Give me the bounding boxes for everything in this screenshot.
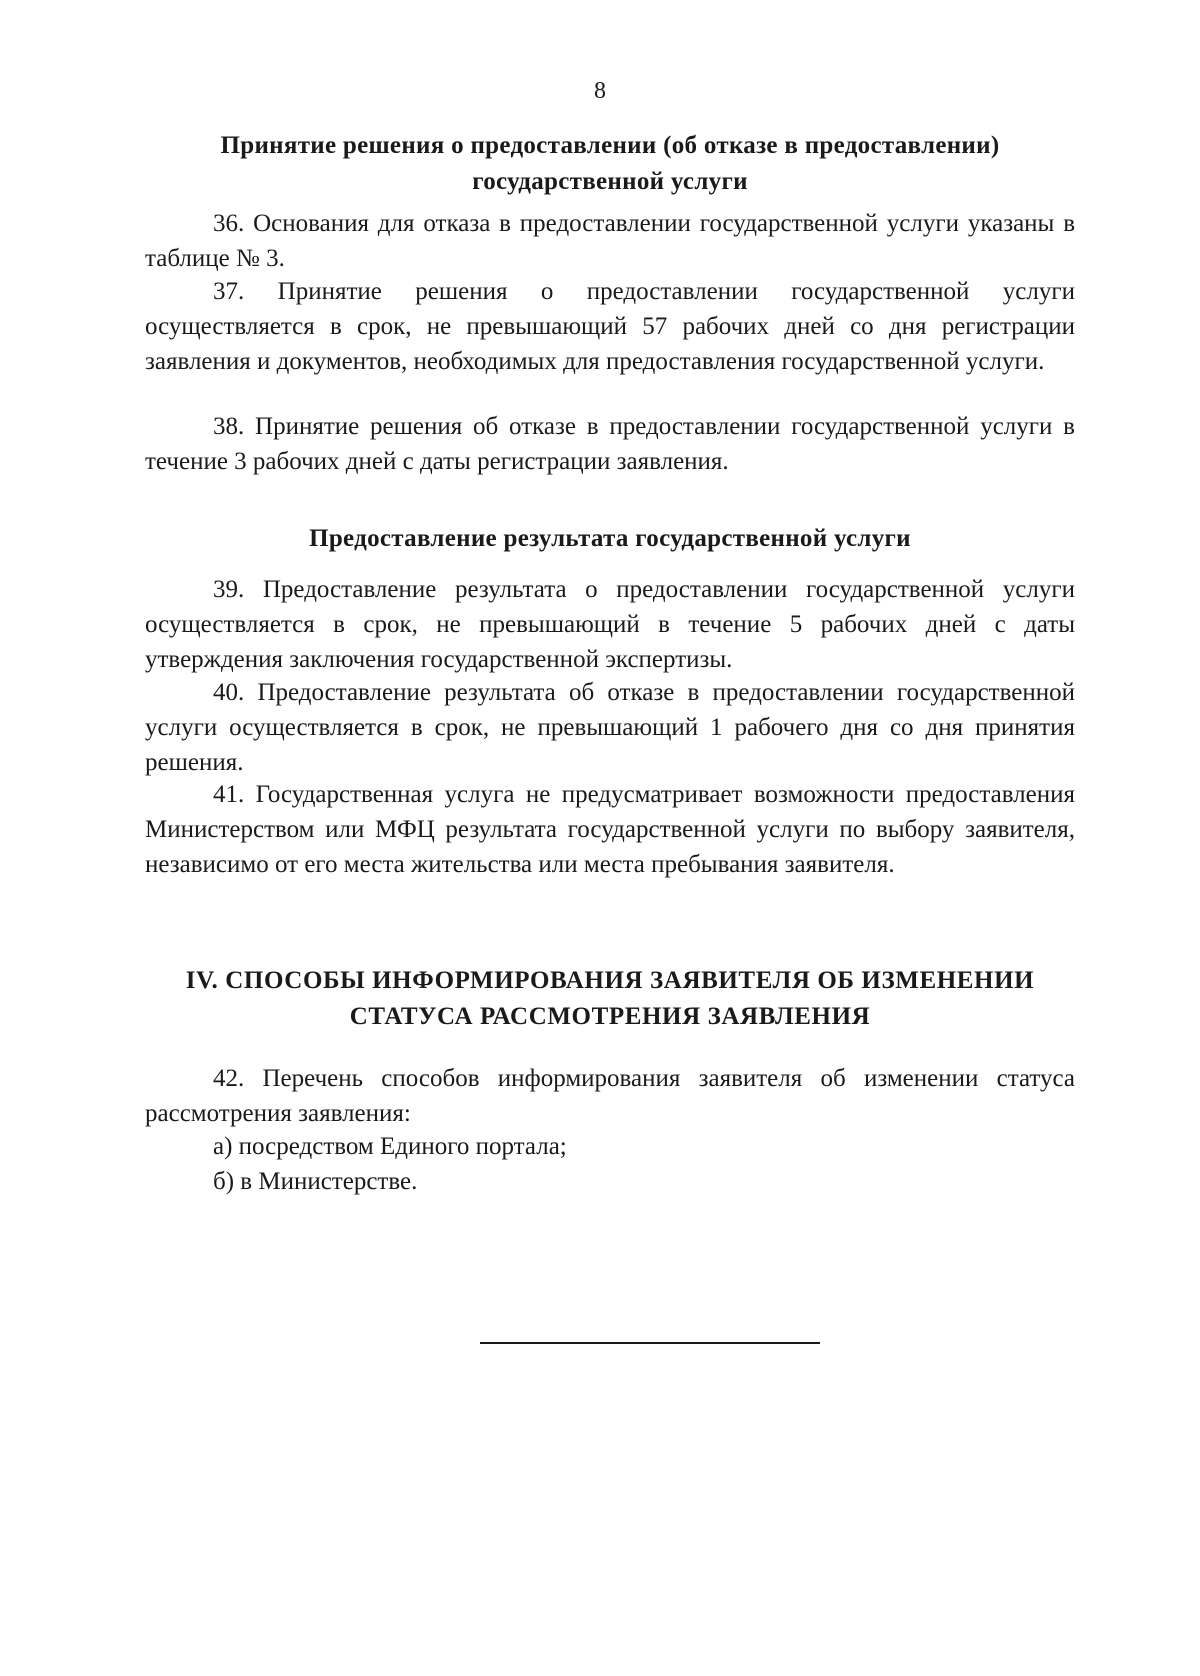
section-heading-decision: Принятие решения о предоставлении (об отказе в предоставлении) государственной услуги: [220, 132, 1000, 195]
paragraph-40: 40. Предоставление результата об отказе в предоставлении государственной услуги осуществляется в срок, не превышающий 1 рабочего дня со дня принятия решения.: [145, 679, 1075, 776]
paragraph-38: 38. Принятие решения об отказе в предоставлении государственной услуги в течение 3 рабочих дней с даты регистрации заявления.: [145, 413, 1075, 475]
paragraph-42: 42. Перечень способов информирования заявителя об изменении статуса рассмотрения заявления:: [145, 1065, 1075, 1127]
paragraph-39: 39. Предоставление результата о предоставлении государственной услуги осуществляется в срок, не превышающий в течение 5 рабочих дней с даты утверждения заключения государственной экспертизы.: [145, 576, 1075, 673]
paragraph-36: 36. Основания для отказа в предоставлении государственной услуги указаны в таблице № 3.: [145, 210, 1075, 272]
list-item-a: а) посредством Единого портала;: [213, 1133, 567, 1160]
page-number: 8: [594, 78, 606, 104]
section-heading-result: Предоставление результата государственной услуги: [309, 525, 911, 552]
paragraph-37: 37. Принятие решения о предоставлении государственной услуги осуществляется в срок, не превышающий 57 рабочих дней со дня регистрации заявления и документов, необходимых для предоставления государственной услуги.: [145, 278, 1075, 375]
section-heading-iv: IV. СПОСОБЫ ИНФОРМИРОВАНИЯ ЗАЯВИТЕЛЯ ОБ ИЗМЕНЕНИИ СТАТУСА РАССМОТРЕНИЯ ЗАЯВЛЕНИЯ: [185, 967, 1035, 1030]
closing-rule-divider: [480, 1342, 820, 1344]
list-item-b: б) в Министерстве.: [213, 1168, 418, 1195]
paragraph-41: 41. Государственная услуга не предусматривает возможности предоставления Министерством или МФЦ результата государственной услуги по выбору заявителя, независимо от его места жительства или места пребывания заявителя.: [145, 781, 1075, 878]
